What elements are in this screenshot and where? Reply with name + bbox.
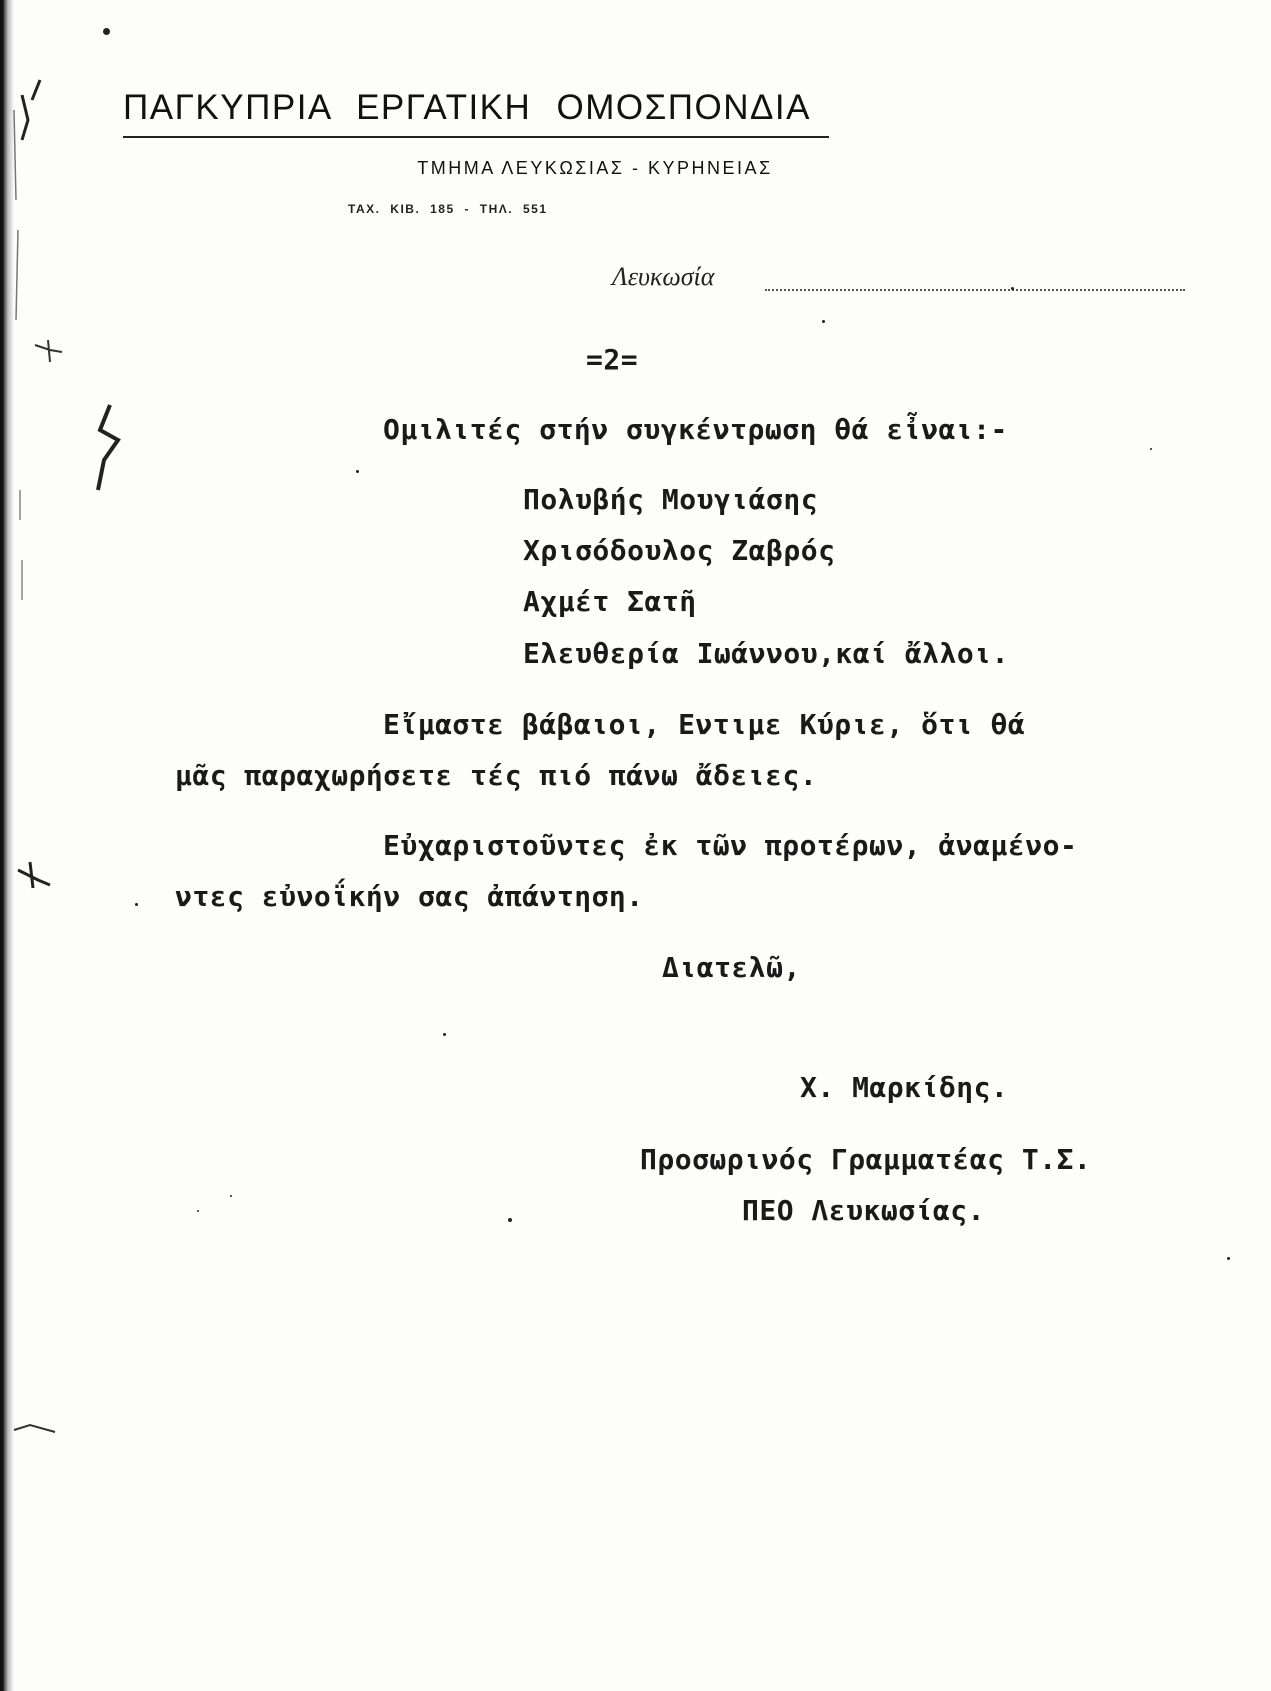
- speaker-name: Χρισόδουλος Ζαβρός: [523, 534, 836, 567]
- letterhead-branch-text: ΤΜΗΜΑ ΛΕΥΚΩΣΙΑΣ - ΚΥΡΗΝΕΙΑΣ: [417, 158, 773, 178]
- speakers-intro: Ομιλιτές στήν συγκέντρωση θά εἶναι:-: [383, 413, 1008, 446]
- margin-marks: [0, 0, 140, 1691]
- signatory-organization: ΠΕΟ Λευκωσίας.: [742, 1194, 986, 1227]
- place-field: Λευκωσία: [612, 262, 715, 291]
- speaker-name: Πολυβής Μουγιάσης: [523, 483, 819, 516]
- paragraph-line: Εἴμαστε βάβαιοι, Εντιμε Κύριε, ὅτι θά: [383, 708, 1026, 741]
- page-number: =2=: [586, 343, 639, 376]
- letterhead-divider: [123, 136, 829, 138]
- letterhead-branch: [0, 158, 955, 179]
- signatory-name: Χ. Μαρκίδης.: [800, 1071, 1009, 1104]
- speaker-name: Ελευθερία Ιωάννου,καί ἄλλοι.: [523, 637, 1010, 670]
- speaker-name: Αχμέτ Σατῆ: [523, 585, 697, 618]
- letterhead-contact: ΤΑΧ. ΚΙΒ. 185 - ΤΗΛ. 551: [348, 202, 548, 216]
- signatory-title: Προσωρινός Γραμματέας Τ.Σ.: [640, 1143, 1092, 1176]
- closing: Διατελῶ,: [662, 951, 801, 984]
- letterhead-organization: ΠΑΓΚΥΠΡΙΑ ΕΡΓΑΤΙΚΗ ΟΜΟΣΠΟΝΔΙΑ: [123, 88, 811, 127]
- paragraph-line: ντες εὐνοΐκήν σας ἀπάντηση.: [175, 880, 644, 913]
- paragraph-line: Εὐχαριστοῦντες ἐκ τῶν προτέρων, ἀναμένο-: [383, 829, 1078, 862]
- paragraph-line: μᾶς παραχωρήσετε τές πιό πάνω ἄδειες.: [175, 759, 818, 792]
- place-dotted-line: [765, 289, 1185, 291]
